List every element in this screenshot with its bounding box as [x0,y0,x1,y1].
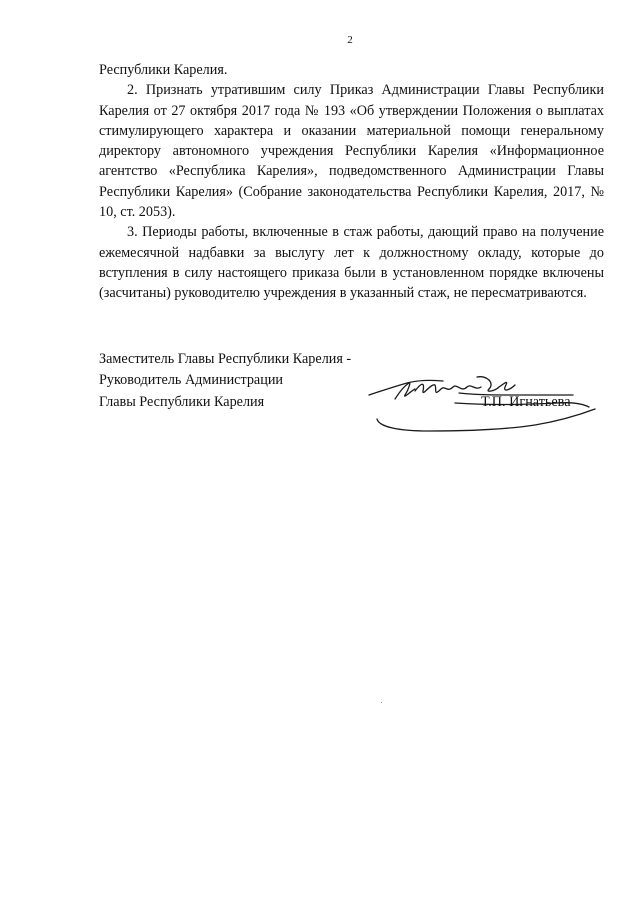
signatory-position-line-3: Главы Республики Карелия [99,394,265,410]
signature-block [99,349,604,439]
scan-speck [381,702,382,703]
signatory-name: Т.П. Игнатьева [481,394,571,410]
paragraph-item-2: 2. Признать утратившим силу Приказ Администрации Главы Республики Карелия от 27 октября 2017 года № 193 «Об утверждении Положения о выплатах стимулирующего характера и оказании материальной помощи генеральному директору автономного учреждения Республики Карелия «Информационное агентство «Республика Карелия», подведомственного Администрации Главы Республики Карелия» (Собрание законодательства Республики Карелия, 2017, № 10, ст. 2053). [99,82,604,221]
page-number: 2 [347,34,353,46]
paragraph-continuation: Республики Карелия. [99,62,228,78]
paragraph-item-3: 3. Периоды работы, включенные в стаж работы, дающий право на получение ежемесячной надбавки за выслугу лет к должностному окладу, которые до вступления в силу настоящего приказа были в установленном порядке включены (засчитаны) руководителю учреждения в указанный стаж, не пересматриваются. [99,224,604,302]
signatory-position-line-1: Заместитель Главы Республики Карелия - [99,351,352,367]
signatory-position-line-2: Руководитель Администрации [99,372,284,388]
document-body [99,60,604,304]
